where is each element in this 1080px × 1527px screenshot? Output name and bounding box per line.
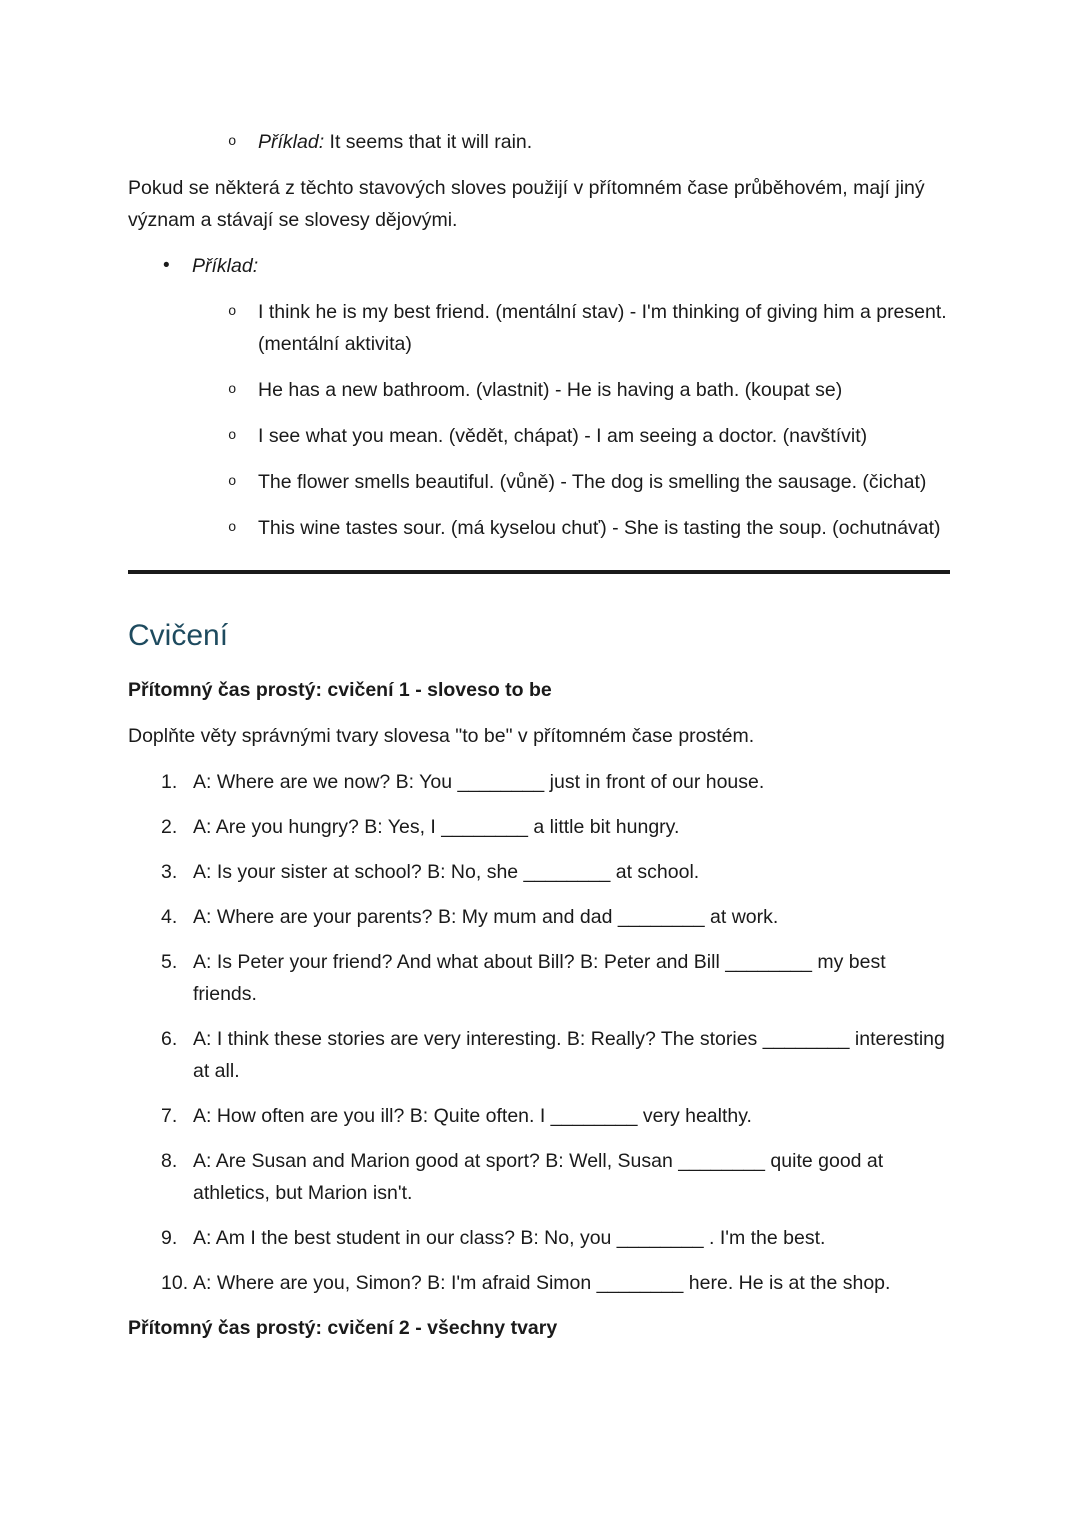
example-bullet-row: [128, 126, 950, 158]
exercise-item: [128, 856, 950, 888]
bullet-marker-icon: o: [228, 304, 237, 320]
item-text: A: Am I the best student in our class? B: No, you ________ . I'm the best.: [193, 1227, 826, 1249]
item-text: A: Where are you, Simon? B: I'm afraid Simon ________ here. He is at the shop.: [193, 1272, 891, 1294]
exercise1-list: [128, 766, 950, 1299]
intro-paragraph: Pokud se některá z těchto stavových sloves použijí v přítomném čase průběhovém, mají jiný význam a stávají se slovesy dějovými.: [128, 177, 925, 231]
example-item-text: I think he is my best friend. (mentální stav) - I'm thinking of giving him a present. (mentální aktivita): [258, 301, 947, 355]
list-item: [128, 374, 950, 406]
item-number: 6.: [161, 1028, 178, 1050]
item-text: A: I think these stories are very interesting. B: Really? The stories ________ interesting at all.: [193, 1028, 945, 1082]
exercise1-title: Přítomný čas prostý: cvičení 1 - sloveso to be: [128, 679, 552, 701]
item-text: A: Is your sister at school? B: No, she ________ at school.: [193, 861, 700, 883]
exercise-item: [128, 1100, 950, 1132]
item-text: A: Are Susan and Marion good at sport? B: Well, Susan ________ quite good at athletics, but Marion isn't.: [193, 1150, 884, 1204]
example-item-text: He has a new bathroom. (vlastnit) - He is having a bath. (koupat se): [258, 379, 843, 401]
examples-list: [128, 296, 950, 544]
item-text: A: Where are your parents? B: My mum and dad ________ at work.: [193, 906, 779, 928]
item-number: 8.: [161, 1150, 178, 1172]
example-text: It seems that it will rain.: [329, 131, 533, 153]
exercise-item: [128, 1145, 950, 1209]
list-item: [128, 296, 950, 360]
item-text: A: Where are we now? B: You ________ just in front of our house.: [193, 771, 765, 793]
item-text: A: How often are you ill? B: Quite often. I ________ very healthy.: [193, 1105, 752, 1127]
item-text: A: Are you hungry? B: Yes, I ________ a little bit hungry.: [193, 816, 680, 838]
example-item-text: This wine tastes sour. (má kyselou chuť) - She is tasting the soup. (ochutnávat): [258, 517, 941, 539]
list-item: [128, 466, 950, 498]
item-number: 9.: [161, 1227, 178, 1249]
section-divider: [128, 570, 950, 574]
item-number: 4.: [161, 906, 178, 928]
exercise2-title: Přítomný čas prostý: cvičení 2 - všechny tvary: [128, 1317, 558, 1339]
bullet-marker-icon: o: [228, 382, 237, 398]
example-line: [258, 126, 950, 158]
item-number: 1.: [161, 771, 178, 793]
exercise-item: [128, 1023, 950, 1087]
exercise-item: [128, 1222, 950, 1254]
examples-heading-label: Příklad:: [192, 255, 259, 277]
exercise-item: [128, 811, 950, 843]
bullet-marker-icon: •: [163, 255, 170, 276]
item-number: 10.: [161, 1272, 189, 1294]
exercise-item: [128, 901, 950, 933]
exercise-item: [128, 1267, 950, 1299]
example-label: Příklad:: [258, 131, 325, 153]
bullet-marker-icon: o: [228, 474, 237, 490]
item-number: 2.: [161, 816, 178, 838]
exercise1-instructions: Doplňte věty správnými tvary slovesa "to be" v přítomném čase prostém.: [128, 725, 755, 747]
item-number: 7.: [161, 1105, 178, 1127]
examples-heading-row: [128, 250, 950, 282]
item-number: 5.: [161, 951, 178, 973]
exercise-item: [128, 766, 950, 798]
bullet-marker-icon: o: [228, 428, 237, 444]
list-item: [128, 420, 950, 452]
item-text: A: Is Peter your friend? And what about Bill? B: Peter and Bill ________ my best friends.: [193, 951, 886, 1005]
bullet-marker-icon: o: [228, 134, 237, 150]
item-number: 3.: [161, 861, 178, 883]
list-item: [128, 512, 950, 544]
example-item-text: The flower smells beautiful. (vůně) - The dog is smelling the sausage. (čichat): [258, 471, 927, 493]
bullet-marker-icon: o: [228, 520, 237, 536]
section-heading: Cvičení: [128, 619, 229, 652]
exercise-item: [128, 946, 950, 1010]
example-item-text: I see what you mean. (vědět, chápat) - I am seeing a doctor. (navštívit): [258, 425, 868, 447]
